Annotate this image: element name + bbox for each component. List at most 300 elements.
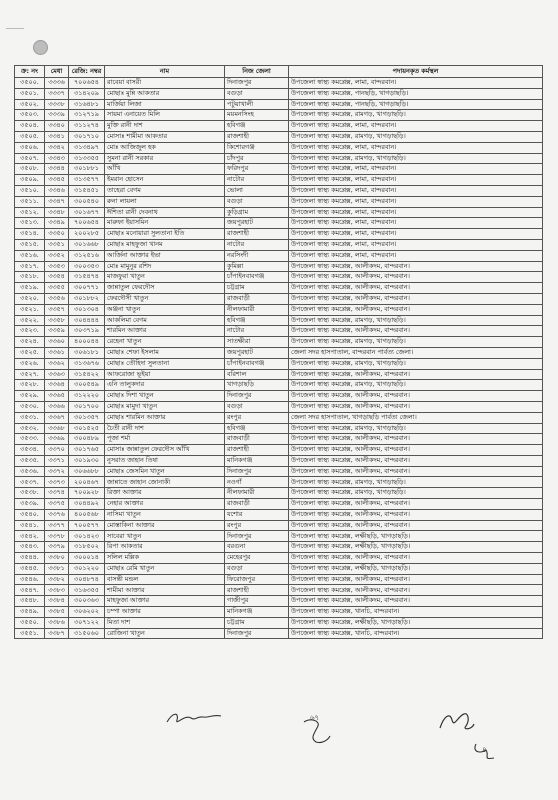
reg-cell: ৩১৪২০৯ — [69, 88, 105, 99]
district-cell: নরসিংদী — [225, 250, 289, 261]
name-cell: মুক্তি রানী দাশ — [105, 121, 225, 132]
serial-cell: ৩৫১৩. — [15, 218, 45, 229]
district-cell: বগুড়া — [225, 88, 289, 99]
table-row — [15, 617, 543, 628]
name-cell: রিপা আকতার — [105, 542, 225, 553]
merit-cell: ৩৩৬৬ — [45, 401, 69, 412]
table-row — [15, 607, 543, 618]
punch-hole — [33, 40, 48, 55]
serial-cell: ৩৫৪৮. — [15, 596, 45, 607]
posting-cell: উপজেলা স্বাস্থ্য কমপ্লেক্স, লক্ষীছড়ি, খাগড়াছড়ি। — [289, 617, 543, 628]
serial-cell: ৩৫৩৫. — [15, 455, 45, 466]
merit-cell: ৩৩৪০ — [45, 121, 69, 132]
reg-cell: ৩০৪৪৯২ — [69, 499, 105, 510]
serial-cell: ৩৫০৮. — [15, 164, 45, 175]
district-cell: বগুড়া — [225, 401, 289, 412]
table-row — [15, 574, 543, 585]
serial-cell: ৩৫৪৫. — [15, 563, 45, 574]
reg-cell: ৩০০৫৪৯ — [69, 380, 105, 391]
merit-cell: ৩৩৫৮ — [45, 315, 69, 326]
posting-cell: জেলা সদর হাসপাতাল, খাগড়াছড়ি পার্বত্য জেলা। — [289, 412, 543, 423]
name-cell: মিতা দাশ — [105, 617, 225, 628]
name-cell: মোছাঃ মনোয়ারা সুলতানা ইতি — [105, 229, 225, 240]
district-cell: জয়পুরহাট — [225, 347, 289, 358]
reg-cell: ৩০১৮৮২ — [69, 293, 105, 304]
table-row — [15, 380, 543, 391]
district-cell: রাজশাহী — [225, 445, 289, 456]
name-cell: মোছাঃ মামুদা খাতুন — [105, 401, 225, 412]
posting-cell: উপজেলা স্বাস্থ্য কমপ্লেক্স, রামগড়, খাগড়াছড়ি। — [289, 153, 543, 164]
name-cell: ইমরান হোসেন — [105, 175, 225, 186]
name-cell: রাবেয়া বাসরী — [105, 78, 225, 89]
district-cell: নওগাঁ — [225, 477, 289, 488]
serial-cell: ৩৫১৫. — [15, 239, 45, 250]
reg-cell: ৩০১৪২৩ — [69, 531, 105, 542]
reg-cell: ৭০০৫৭৭ — [69, 520, 105, 531]
posting-cell: উপজেলা স্বাস্থ্য কমপ্লেক্স, লামা, বান্দরবান। — [289, 207, 543, 218]
page-mark-right — [470, 740, 500, 766]
reg-cell: ৩০১৬৬৮ — [69, 239, 105, 250]
posting-table — [14, 65, 543, 639]
merit-cell: ৩৩৩৬ — [45, 78, 69, 89]
serial-cell: ৩৫০২. — [15, 99, 45, 110]
posting-cell: উপজেলা স্বাস্থ্য কমপ্লেক্স, রামগড়, খাগড়াছড়ি। — [289, 358, 543, 369]
posting-cell: উপজেলা স্বাস্থ্য কমপ্লেক্স, আলীকদম, বান্দরবান। — [289, 391, 543, 402]
district-cell: যশোর — [225, 509, 289, 520]
table-row — [15, 477, 543, 488]
table-row — [15, 466, 543, 477]
name-cell: চম্পা আক্তার — [105, 607, 225, 618]
page-mark-middle — [300, 716, 334, 750]
district-cell: রাজবাড়ী — [225, 293, 289, 304]
table-row — [15, 391, 543, 402]
name-cell: শারমিন আক্তার — [105, 326, 225, 337]
table-row — [15, 99, 543, 110]
district-cell: বরিশাল — [225, 369, 289, 380]
reg-cell: ৩০৪৪৪৪ — [69, 315, 105, 326]
district-cell: গাজীপুর — [225, 596, 289, 607]
serial-cell: ৩৫২৩. — [15, 326, 45, 337]
district-cell: রাজবাড়ী — [225, 434, 289, 445]
reg-cell: ৩১৬৪৮১ — [69, 99, 105, 110]
merit-cell: ৩৩৪২ — [45, 142, 69, 153]
district-cell: দিনাজপুর — [225, 531, 289, 542]
posting-cell: উপজেলা স্বাস্থ্য কমপ্লেক্স, লামা, বান্দরবান। — [289, 196, 543, 207]
merit-cell: ৩৩৬৭ — [45, 412, 69, 423]
posting-cell: উপজেলা স্বাস্থ্য কমপ্লেক্স, পানছড়ি, খাগড়াছড়ি। — [289, 88, 543, 99]
serial-cell: ৩৫২৪. — [15, 337, 45, 348]
reg-cell: ৩১৩৩৫৫ — [69, 153, 105, 164]
reg-cell: ২০০২৮৫ — [69, 229, 105, 240]
table-row — [15, 218, 543, 229]
name-cell: অঞ্জনা খাতুন — [105, 304, 225, 315]
serial-cell: ৩৫৩৯. — [15, 499, 45, 510]
merit-cell: ৩৩৫০ — [45, 229, 69, 240]
district-cell: সাতক্ষীরা — [225, 337, 289, 348]
posting-cell: উপজেলা স্বাস্থ্য কমপ্লেক্স, খানচি, বান্দরবান। — [289, 607, 543, 618]
table-row — [15, 520, 543, 531]
signature-left — [165, 708, 225, 734]
name-cell: জান্নাতুল ফেরদৌস — [105, 283, 225, 294]
name-cell: পূজা শর্মা — [105, 434, 225, 445]
merit-cell: ৩৩৪৮ — [45, 207, 69, 218]
merit-cell: ৩৩৬৪ — [45, 380, 69, 391]
table-row — [15, 283, 543, 294]
reg-cell: ২০০৪৬৭ — [69, 477, 105, 488]
table-row — [15, 229, 543, 240]
reg-cell: ৩০১৩০৪ — [69, 304, 105, 315]
table-row — [15, 347, 543, 358]
table-row — [15, 175, 543, 186]
posting-cell: উপজেলা স্বাস্থ্য কমপ্লেক্স, লক্ষীছড়ি, খাগড়াছড়ি। — [289, 563, 543, 574]
name-cell: আর্জিনা আক্তার ইভা — [105, 250, 225, 261]
serial-cell: ৩৫১২. — [15, 207, 45, 218]
merit-cell: ৩৩৮১ — [45, 563, 69, 574]
posting-cell: জেলা সদর হাসপাতাল, বান্দরবান পার্বত্য জেলা। — [289, 347, 543, 358]
reg-cell: ৩০১৭০০ — [69, 401, 105, 412]
name-cell: মোছাঃ শেফা ইসলাম — [105, 347, 225, 358]
table-row — [15, 293, 543, 304]
scan-mark — [6, 28, 24, 39]
district-cell: রাজশাহী — [225, 585, 289, 596]
district-cell: চাঁপাইনবাবগঞ্জ — [225, 272, 289, 283]
serial-cell: ৩৫৩১. — [15, 412, 45, 423]
district-cell: নাটোর — [225, 239, 289, 250]
posting-cell: উপজেলা স্বাস্থ্য কমপ্লেক্স, আলীকদম, বান্দরবান। — [289, 304, 543, 315]
district-cell: দিনাজপুর — [225, 628, 289, 639]
serial-cell: ৩৫৩৩. — [15, 434, 45, 445]
table-row — [15, 88, 543, 99]
serial-cell: ৩৫১৮. — [15, 272, 45, 283]
serial-cell: ৩৫১৭. — [15, 261, 45, 272]
district-cell: বগুড়া — [225, 196, 289, 207]
district-cell: দিনাজপুর — [225, 78, 289, 89]
merit-cell: ৩৩৭৬ — [45, 509, 69, 520]
name-cell: আঁখি — [105, 164, 225, 175]
district-cell: নীলফামারী — [225, 304, 289, 315]
merit-cell: ৩৩৭৪ — [45, 488, 69, 499]
posting-cell: উপজেলা স্বাস্থ্য কমপ্লেক্স, রামগড়, খাগড়াছড়ি। — [289, 488, 543, 499]
col-reg-header: রেজি: নম্বর — [69, 66, 105, 78]
table-row — [15, 412, 543, 423]
district-cell: হবিগঞ্জ — [225, 315, 289, 326]
serial-cell: ৩৫৪১. — [15, 520, 45, 531]
posting-cell: উপজেলা স্বাস্থ্য কমপ্লেক্স, রামগড়, খাগড়াছড়ি। — [289, 337, 543, 348]
reg-cell: ৩১৩৬৭৬ — [69, 358, 105, 369]
district-cell: কিশোরগঞ্জ — [225, 142, 289, 153]
posting-cell: উপজেলা স্বাস্থ্য কমপ্লেক্স, আলীকদম, বান্দরবান। — [289, 401, 543, 412]
serial-cell: ৩৫৩৭. — [15, 477, 45, 488]
merit-cell: ৩৩৮৪ — [45, 596, 69, 607]
district-cell: ভোলা — [225, 185, 289, 196]
table-row — [15, 326, 543, 337]
table-row — [15, 164, 543, 175]
reg-cell: ৩০১৫২৫ — [69, 423, 105, 434]
page-mark-right-text: ৪ — [482, 746, 487, 754]
merit-cell: ৩৩৪৩ — [45, 153, 69, 164]
district-cell: রাজশাহী — [225, 229, 289, 240]
merit-cell: ৩৩৫১ — [45, 239, 69, 250]
merit-cell: ৩৩৫৩ — [45, 261, 69, 272]
district-cell: হবিগঞ্জ — [225, 423, 289, 434]
district-cell: চট্টগ্রাম — [225, 283, 289, 294]
name-cell: মোছাঃ রেমি খাতুন — [105, 563, 225, 574]
posting-cell: উপজেলা স্বাস্থ্য কমপ্লেক্স, আলীকদম, বান্দরবান। — [289, 520, 543, 531]
serial-cell: ৩৫৩৬. — [15, 466, 45, 477]
merit-cell: ৩৩৬৫ — [45, 391, 69, 402]
reg-cell: ৪০০০৪৪ — [69, 337, 105, 348]
col-merit-header: মেধা — [45, 66, 69, 78]
posting-cell: উপজেলা স্বাস্থ্য কমপ্লেক্স, আলীকদম, বান্দরবান। — [289, 283, 543, 294]
table-row — [15, 110, 543, 121]
district-cell: ময়মনসিংহ — [225, 110, 289, 121]
reg-cell: ৩১৫৪৫১ — [69, 185, 105, 196]
posting-cell: উপজেলা স্বাস্থ্য কমপ্লেক্স, লক্ষীছড়ি, খাগড়াছড়ি। — [289, 531, 543, 542]
posting-cell: উপজেলা স্বাস্থ্য কমপ্লেক্স, রামগড়, খাগড়াছড়ি। — [289, 131, 543, 142]
name-cell: মোঃ মামুনুর রশিদ — [105, 261, 225, 272]
merit-cell: ৩৩৮২ — [45, 574, 69, 585]
reg-cell: ৩১৩৪৯৭ — [69, 142, 105, 153]
merit-cell: ৩৩৬০ — [45, 337, 69, 348]
serial-cell: ৩৫৩২. — [15, 423, 45, 434]
merit-cell: ৩৩৪৪ — [45, 164, 69, 175]
name-cell: মাহফুজা আক্তার — [105, 596, 225, 607]
district-cell: বরগুনা — [225, 542, 289, 553]
signature-right — [436, 706, 476, 740]
posting-cell: উপজেলা স্বাস্থ্য কমপ্লেক্স, লামা, বান্দরবান। — [289, 239, 543, 250]
name-cell: মোছাঃ শারমিন আক্তার — [105, 412, 225, 423]
table-row — [15, 131, 543, 142]
table-row — [15, 628, 543, 639]
name-cell: মোসাঃ জান্নাতুল ফেরদৌস আঁখি — [105, 445, 225, 456]
table-row — [15, 358, 543, 369]
serial-cell: ৩৫২৮. — [15, 380, 45, 391]
table-row — [15, 488, 543, 499]
reg-cell: ৩০০৪৮৯ — [69, 434, 105, 445]
serial-cell: ৩৫০৪. — [15, 121, 45, 132]
serial-cell: ৩৫৪২. — [15, 531, 45, 542]
district-cell: হবিগঞ্জ — [225, 121, 289, 132]
merit-cell: ৩৩৮০ — [45, 553, 69, 564]
serial-cell: ৩৫৩০. — [15, 401, 45, 412]
merit-cell: ৩৩৭০ — [45, 445, 69, 456]
table-row — [15, 563, 543, 574]
serial-cell: ৩৫০৭. — [15, 153, 45, 164]
merit-cell: ৩৩৪৬ — [45, 185, 69, 196]
serial-cell: ৩৫০৬. — [15, 142, 45, 153]
col-district-header: নিজ জেলা — [225, 66, 289, 78]
merit-cell: ৩৩৪১ — [45, 131, 69, 142]
serial-cell: ৩৫০৩. — [15, 110, 45, 121]
reg-cell: ৩০৭১২২ — [69, 617, 105, 628]
district-cell: রাজবাড়ী — [225, 499, 289, 510]
reg-cell: ৩১৮৫০২ — [69, 542, 105, 553]
reg-cell: ৩০৬১৮১ — [69, 347, 105, 358]
posting-cell: উপজেলা স্বাস্থ্য কমপ্লেক্স, রামগড়, খাগড়াছড়ি। — [289, 315, 543, 326]
reg-cell: ৭০০৬৫৪ — [69, 78, 105, 89]
table-row — [15, 272, 543, 283]
name-cell: রুনা লায়লা — [105, 196, 225, 207]
posting-cell: উপজেলা স্বাস্থ্য কমপ্লেক্স, লামা, বান্দরবান। — [289, 229, 543, 240]
serial-cell: ৩৫৪৬. — [15, 574, 45, 585]
serial-cell: ৩৫০১. — [15, 88, 45, 99]
reg-cell: ৩১৫৪৭৪ — [69, 272, 105, 283]
table-row — [15, 423, 543, 434]
merit-cell: ৩৩৫৯ — [45, 326, 69, 337]
table-row — [15, 153, 543, 164]
name-cell: মোছাঃ জেসমিন খাতুন — [105, 466, 225, 477]
posting-cell: উপজেলা স্বাস্থ্য কমপ্লেক্স, আলীকদম, বান্দরবান। — [289, 445, 543, 456]
district-cell: মানিকগঞ্জ — [225, 455, 289, 466]
posting-cell: উপজেলা স্বাস্থ্য কমপ্লেক্স, আলীকদম, বান্দরবান। — [289, 553, 543, 564]
table-row — [15, 261, 543, 272]
merit-cell: ৩৩৩৭ — [45, 88, 69, 99]
reg-cell: ৩১২৫১৬ — [69, 250, 105, 261]
posting-cell: উপজেলা স্বাস্থ্য কমপ্লেক্স, লামা, বান্দরবান। — [289, 78, 543, 89]
serial-cell: ৩৫২২. — [15, 315, 45, 326]
merit-cell: ৩৩৭৮ — [45, 531, 69, 542]
reg-cell: ৩০১৭১০ — [69, 131, 105, 142]
name-cell: মোসাঃ শামীমা আকতার — [105, 131, 225, 142]
col-posting-header: পদায়নকৃত কর্মস্থল — [289, 66, 543, 78]
district-cell: চাঁদপুর — [225, 153, 289, 164]
name-cell: নুসরাত জাহান তিষা — [105, 455, 225, 466]
reg-cell: ৩০০৩৫৩ — [69, 261, 105, 272]
posting-cell: উপজেলা স্বাস্থ্য কমপ্লেক্স, লামা, বান্দরবান। — [289, 142, 543, 153]
serial-cell: ৩৫৪৭. — [15, 585, 45, 596]
merit-cell: ৩৩৪৭ — [45, 196, 69, 207]
posting-cell: উপজেলা স্বাস্থ্য কমপ্লেক্স, আলীকদম, বান্দরবান। — [289, 293, 543, 304]
reg-cell: ৩০৩৭১৯ — [69, 326, 105, 337]
serial-cell: ৩৫২৯. — [15, 391, 45, 402]
name-cell: মারুফা ইয়াসমিন — [105, 218, 225, 229]
merit-cell: ৩৩৭৭ — [45, 520, 69, 531]
merit-cell: ৩৩৮৩ — [45, 585, 69, 596]
table-row — [15, 315, 543, 326]
posting-cell: উপজেলা স্বাস্থ্য কমপ্লেক্স, আলীকদম, বান্দরবান। — [289, 596, 543, 607]
table-header-row — [15, 66, 543, 78]
merit-cell: ৩৩৫২ — [45, 250, 69, 261]
reg-cell: ৭০০৯২৮ — [69, 488, 105, 499]
district-cell: চাঁপাইনবাবগঞ্জ — [225, 358, 289, 369]
table-row — [15, 250, 543, 261]
merit-cell: ৩৩৫৫ — [45, 283, 69, 294]
merit-cell: ৩৩৪৫ — [45, 175, 69, 186]
name-cell: মোস্তাকিনা আক্তার — [105, 520, 225, 531]
district-cell: খাগড়াছড়ি — [225, 380, 289, 391]
posting-cell: উপজেলা স্বাস্থ্য কমপ্লেক্স, লামা, বান্দরবান। — [289, 218, 543, 229]
district-cell: নাটোর — [225, 175, 289, 186]
posting-cell: উপজেলা স্বাস্থ্য কমপ্লেক্স, খানচি, বান্দরবান। — [289, 628, 543, 639]
name-cell: সায়মা এনায়েত মিলি — [105, 110, 225, 121]
reg-cell: ৪০০৫৬৮ — [69, 509, 105, 520]
reg-cell: ৩১৫০৬০ — [69, 628, 105, 639]
reg-cell: ৩১১২৭৪ — [69, 121, 105, 132]
merit-cell: ৩৩৫৪ — [45, 272, 69, 283]
district-cell: চট্টগ্রাম — [225, 617, 289, 628]
district-cell: পটুয়াখালী — [225, 99, 289, 110]
reg-cell: ৩০১৬৭৭ — [69, 207, 105, 218]
posting-cell: উপজেলা স্বাস্থ্য কমপ্লেক্স, লামা, বান্দরবান। — [289, 185, 543, 196]
merit-cell: ৩৩৭৯ — [45, 542, 69, 553]
reg-cell: ৭০০৬৫৪ — [69, 218, 105, 229]
posting-cell: উপজেলা স্বাস্থ্য কমপ্লেক্স, আলীকদম, বান্দরবান। — [289, 272, 543, 283]
serial-cell: ৩৫২৬. — [15, 358, 45, 369]
posting-cell: উপজেলা স্বাস্থ্য কমপ্লেক্স, আলীকদম, বান্দরবান। — [289, 585, 543, 596]
district-cell: দিনাজপুর — [225, 466, 289, 477]
table-row — [15, 207, 543, 218]
reg-cell: ৩০১৮৮১ — [69, 164, 105, 175]
name-cell: তাহেরা বেগম — [105, 185, 225, 196]
reg-cell: ৩১২২২০ — [69, 391, 105, 402]
posting-cell: উপজেলা স্বাস্থ্য কমপ্লেক্স, লামা, বান্দরবান। — [289, 164, 543, 175]
name-cell: মাজফুরা খাতুন — [105, 272, 225, 283]
merit-cell: ৩৩৭৩ — [45, 477, 69, 488]
posting-cell: উপজেলা স্বাস্থ্য কমপ্লেক্স, আলীকদম, বান্দরবান। — [289, 434, 543, 445]
serial-cell: ৩৫৫১. — [15, 628, 45, 639]
district-cell: জয়পুরহাট — [225, 218, 289, 229]
district-cell: দিনাজপুর — [225, 391, 289, 402]
serial-cell: ৩৫২০. — [15, 293, 45, 304]
table-row — [15, 337, 543, 348]
table-row — [15, 196, 543, 207]
reg-cell: ৩০১৩৫৭ — [69, 412, 105, 423]
name-cell: ফেরদৌসী খাতুন — [105, 293, 225, 304]
serial-cell: ৩৫৪৯. — [15, 607, 45, 618]
table-row — [15, 369, 543, 380]
posting-cell: উপজেলা স্বাস্থ্য কমপ্লেক্স, আলীকদম, বান্দরবান। — [289, 509, 543, 520]
table-row — [15, 531, 543, 542]
name-cell: মোঃ আজিজুল হক — [105, 142, 225, 153]
serial-cell: ৩৫০৫. — [15, 131, 45, 142]
table-row — [15, 509, 543, 520]
merit-cell: ৩৩৩৮ — [45, 99, 69, 110]
serial-cell: ৩৫১৯. — [15, 283, 45, 294]
district-cell: নীলফামারী — [225, 488, 289, 499]
serial-cell: ৩৫২৭. — [15, 369, 45, 380]
district-cell: রংপুর — [225, 520, 289, 531]
reg-cell: ৩১২৭১৯ — [69, 110, 105, 121]
merit-cell: ৩৩৭১ — [45, 455, 69, 466]
name-cell: মার্জিয়া লিজা — [105, 99, 225, 110]
table-row — [15, 121, 543, 132]
serial-cell: ৩৫১১. — [15, 196, 45, 207]
merit-cell: ৩৩৭২ — [45, 466, 69, 477]
table-row — [15, 596, 543, 607]
serial-cell: ৩৫০০. — [15, 78, 45, 89]
name-cell: এনি তালুকদার — [105, 380, 225, 391]
posting-cell: উপজেলা স্বাস্থ্য কমপ্লেক্স, পানছড়ি, খাগড়াছড়ি। — [289, 99, 543, 110]
merit-cell: ৩৩৬৩ — [45, 369, 69, 380]
table-row — [15, 499, 543, 510]
name-cell: মোছাঃ মুন্নি আকতার — [105, 88, 225, 99]
reg-cell: ৩০৬৬৮৮ — [69, 466, 105, 477]
serial-cell: ৩৫২৫. — [15, 347, 45, 358]
name-cell: সাবেরা খাতুন — [105, 531, 225, 542]
name-cell: মোছাঃ তৌহিদা সুলতানা — [105, 358, 225, 369]
posting-cell: উপজেলা স্বাস্থ্য কমপ্লেক্স, আলীকদম, বান্দরবান। — [289, 466, 543, 477]
merit-cell: ৩৩৩৯ — [45, 110, 69, 121]
table-row — [15, 304, 543, 315]
serial-cell: ৩৫৪৪. — [15, 553, 45, 564]
name-cell: জান্নাতে জাহান জোনাকী — [105, 477, 225, 488]
table-row — [15, 542, 543, 553]
merit-cell: ৩৩৫৭ — [45, 304, 69, 315]
serial-cell: ৩৫১৬. — [15, 250, 45, 261]
name-cell: রিক্তা আক্তার — [105, 488, 225, 499]
name-cell: আফরোজা ভূইয়া — [105, 369, 225, 380]
district-cell: মানিকগঞ্জ — [225, 607, 289, 618]
